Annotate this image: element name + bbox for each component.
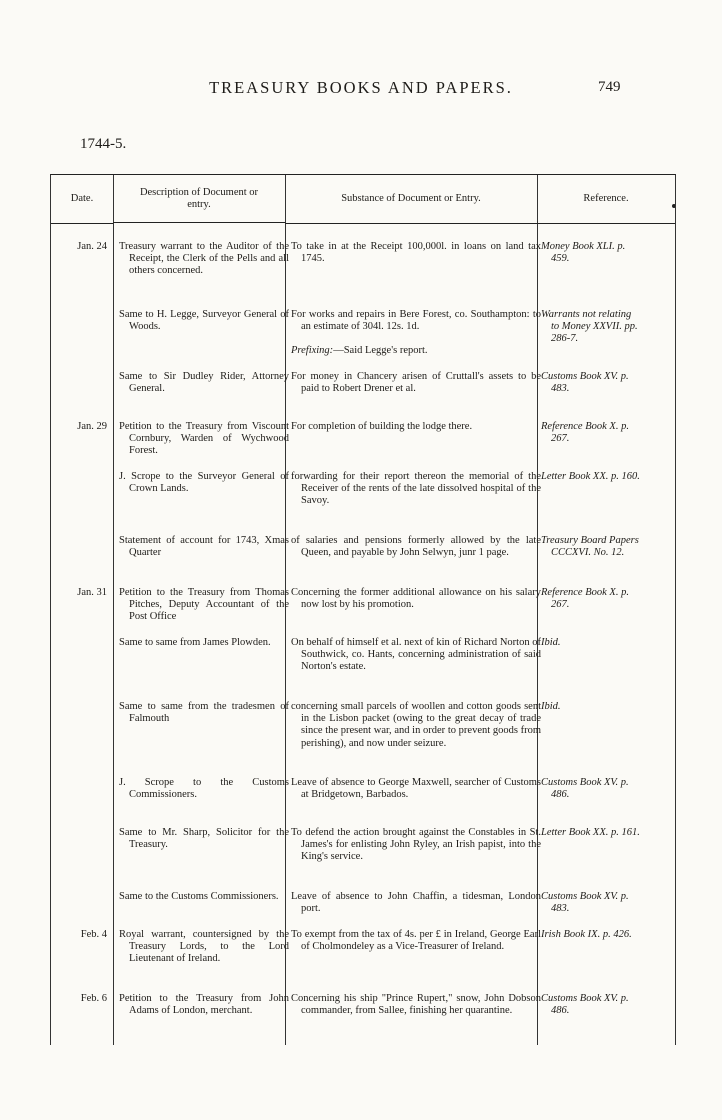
table-row-reference: Customs Book XV. p. 483. [541,891,629,915]
table-row-date: Feb. 4 [80,929,107,940]
table-row-date: Jan. 24 [77,241,107,252]
year-heading: 1744-5. [80,136,127,152]
table-row-description: Same to the Customs Commissioners. [119,891,279,902]
table-row-reference: Ibid. [541,637,561,648]
table-row-description: Petition to the Treasury from Viscount Cornbury, Warden of Wychwood Forest. [119,421,289,457]
table-row-reference: Money Book XLI. p. 459. [541,241,626,265]
table-row-substance: For completion of building the lodge there. [291,421,473,432]
table-row-substance: Concerning the former additional allowance on his salary now lost by his promotion. [291,587,541,611]
table-row-substance: of salaries and pensions formerly allowed by the late Queen, and payable by John Selwyn, junr 1 page. [291,535,541,559]
table-row-reference: Customs Book XV. p. 486. [541,777,629,801]
table-row-reference: Customs Book XV. p. 486. [541,993,629,1017]
table-row-reference: Reference Book X. p. 267. [541,421,629,445]
table-row-substance: Leave of absence to George Maxwell, searcher of Customs at Bridgetown, Barbados. [291,777,541,801]
table-row-description: Petition to the Treasury from John Adams of London, merchant. [119,993,289,1017]
column-header-date: Date. [51,175,113,224]
table-row-date: Jan. 31 [77,587,107,598]
table-row-substance: To exempt from the tax of 4s. per £ in Ireland, George Earl of Cholmondeley as a Vice-Treasurer of Ireland. [291,929,541,953]
table-row-reference: Customs Book XV. p. 483. [541,371,629,395]
prefixing-label: Prefixing: [291,345,334,356]
table-row-reference: Letter Book XX. p. 161. [541,827,640,838]
table-row-reference: Reference Book X. p. 267. [541,587,629,611]
table-row-description: Same to Mr. Sharp, Solicitor for the Treasury. [119,827,289,851]
table-row-substance: On behalf of himself et al. next of kin of Richard Norton of Southwick, co. Hants, concerning administration of said Norton's estate. [291,637,541,673]
column-header-substance: Substance of Document or Entry. [285,175,537,224]
table-row-reference: Ibid. [541,701,561,712]
table-row-description: Treasury warrant to the Auditor of the Receipt, the Clerk of the Pells and all others concerned. [119,241,289,277]
table-row-substance: To defend the action brought against the Constables in St. James's for enlisting John Ryley, an Irish papist, into the King's service. [291,827,541,863]
column-header-reference: Reference. [537,175,675,224]
table-row-description: Petition to the Treasury from Thomas Pitches, Deputy Accountant of the Post Office [119,587,289,623]
column-header-description: Description of Document or entry. [113,175,285,223]
table-row-substance: To take in at the Receipt 100,000l. in loans on land tax 1745. [291,241,541,265]
table-row-reference: Treasury Board Papers CCCXVI. No. 12. [541,535,639,559]
table-row-reference: Letter Book XX. p. 160. [541,471,640,482]
table-row-description: Statement of account for 1743, Xmas Quarter [119,535,289,559]
table-row-substance: Concerning his ship "Prince Rupert," snow, John Dobson commander, from Sallee, finishing her quarantine. [291,993,541,1017]
table-row-substance-note [291,345,531,357]
table-row-substance: forwarding for their report thereon the memorial of the Receiver of the rents of the late dissolved hospital of the Savoy. [291,471,541,507]
table-row-date: Jan. 29 [77,421,107,432]
running-title: TREASURY BOOKS AND PAPERS. [209,78,513,97]
table-row-reference: Warrants not relating to Money XXVII. pp. 286-7. [541,309,638,345]
table-row-substance: concerning small parcels of woollen and cotton goods sent in the Lisbon packet (owing to the great decay of trade since the present war, and in order to prevent goods from perishing), and now under seizure. [291,701,541,749]
table-row-date: Feb. 6 [80,993,107,1004]
table-row-description: Same to same from the tradesmen of Falmouth [119,701,289,725]
table-row-description: Same to same from James Plowden. [119,637,271,648]
page-number: 749 [598,79,621,95]
records-table [50,174,676,1045]
table-row-substance: For works and repairs in Bere Forest, co. Southampton: to an estimate of 304l. 12s. 1d. [291,309,541,333]
table-row-description: J. Scrope to the Customs Commissioners. [119,777,289,801]
table-row-reference: Irish Book IX. p. 426. [541,929,632,940]
table-row-description: J. Scrope to the Surveyor General of Crown Lands. [119,471,289,495]
table-row-description: Same to H. Legge, Surveyor General of Woods. [119,309,289,333]
table-row-substance: Leave of absence to John Chaffin, a tidesman, London port. [291,891,541,915]
table-row-description: Same to Sir Dudley Rider, Attorney General. [119,371,289,395]
table-row-substance: For money in Chancery arisen of Cruttall's assets to be paid to Robert Drener et al. [291,371,541,395]
table-row-description: Royal warrant, countersigned by the Treasury Lords, to the Lord Lieutenant of Ireland. [119,929,289,965]
prefixing-note: —Said Legge's report. [333,345,428,356]
